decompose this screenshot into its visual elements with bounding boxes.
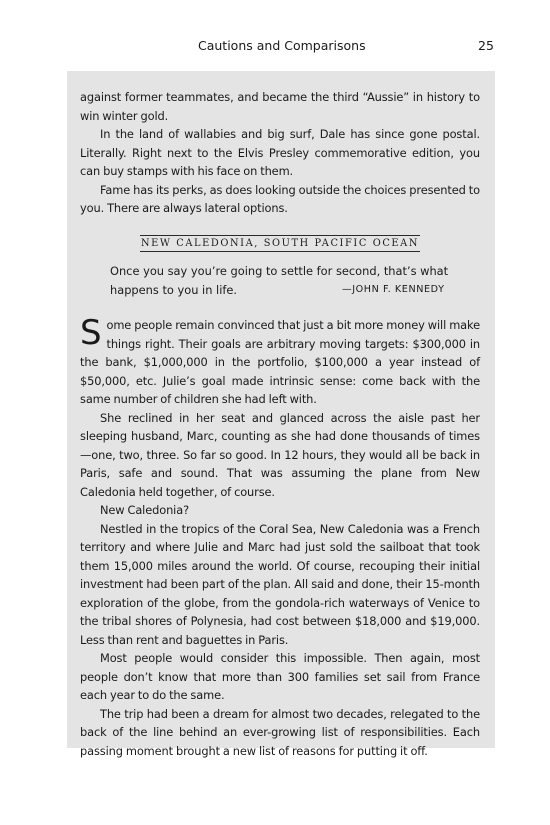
epigraph-line: Once you say you’re going to settle for second, that’s what bbox=[110, 264, 449, 278]
paragraph: Most people would consider this impossible. Then again, most people don’t know that more than 300 families set sail from France each year to do the same. bbox=[80, 651, 480, 702]
paragraph: She reclined in her seat and glanced across the aisle past her sleeping husband, Marc, counting as she had done thousands of times—one, two, three. So far so good. In 12 hours, they would all be back in Paris, safe and sound. That was assuming the plane from New Caledonia held together, of course. bbox=[80, 410, 480, 499]
heading-rule-top bbox=[140, 235, 420, 236]
paragraph: In the land of wallabies and big surf, Dale has since gone postal. Literally. Right next to the Elvis Presley commemorative edition, you can buy stamps with his face on them. bbox=[80, 127, 480, 178]
paragraph: New Caledonia? bbox=[100, 503, 190, 517]
paragraph: Fame has its perks, as does looking outside the choices presented to you. There are always lateral options. bbox=[80, 182, 480, 215]
paragraph: Nestled in the tropics of the Coral Sea, New Caledonia was a French territory and where Julie and Marc had just sold the sailboat that took them 15,000 miles around the world. Of course, recouping their initial investment had been part of the plan. All said and done, their 15-month exploration of the globe, from the gondola-rich waterways of Venice to the tribal shores of Polynesia, had cost between $18,000 and $19,000. Less than rent and baguettes in Paris. bbox=[80, 521, 480, 647]
epigraph-attribution: —JOHN F. KENNEDY bbox=[342, 284, 445, 295]
running-title: Cautions and Comparisons bbox=[198, 38, 366, 53]
paragraph: against former teammates, and became the third “Aussie” in history to win winter gold. bbox=[80, 90, 480, 123]
section-heading: NEW CALEDONIA, SOUTH PACIFIC OCEAN bbox=[140, 238, 420, 249]
page-number: 25 bbox=[478, 38, 494, 53]
paragraph: The trip had been a dream for almost two decades, relegated to the back of the line behind an ever-growing list of responsibilities. Each passing moment brought a new list of reasons for putting it off. bbox=[80, 706, 480, 758]
first-paragraph bbox=[80, 313, 480, 409]
heading-rule-bottom bbox=[140, 251, 420, 252]
epigraph bbox=[110, 262, 460, 299]
top-paragraphs bbox=[80, 88, 480, 218]
first-paragraph-text: ome people remain convinced that just a bit more money will make things right. Their goals are arbitrary moving targets: $300,000 in the bank, $1,000,000 in the portfolio, $100,000 a year instead of $50,000, etc. Julie’s goal made intrinsic sense: come back with the same number of children she had left with. bbox=[80, 318, 480, 406]
page-header bbox=[0, 38, 550, 58]
body-text bbox=[80, 313, 480, 760]
epigraph-line: happens to you in life. bbox=[110, 282, 238, 297]
drop-cap: S bbox=[80, 313, 102, 353]
